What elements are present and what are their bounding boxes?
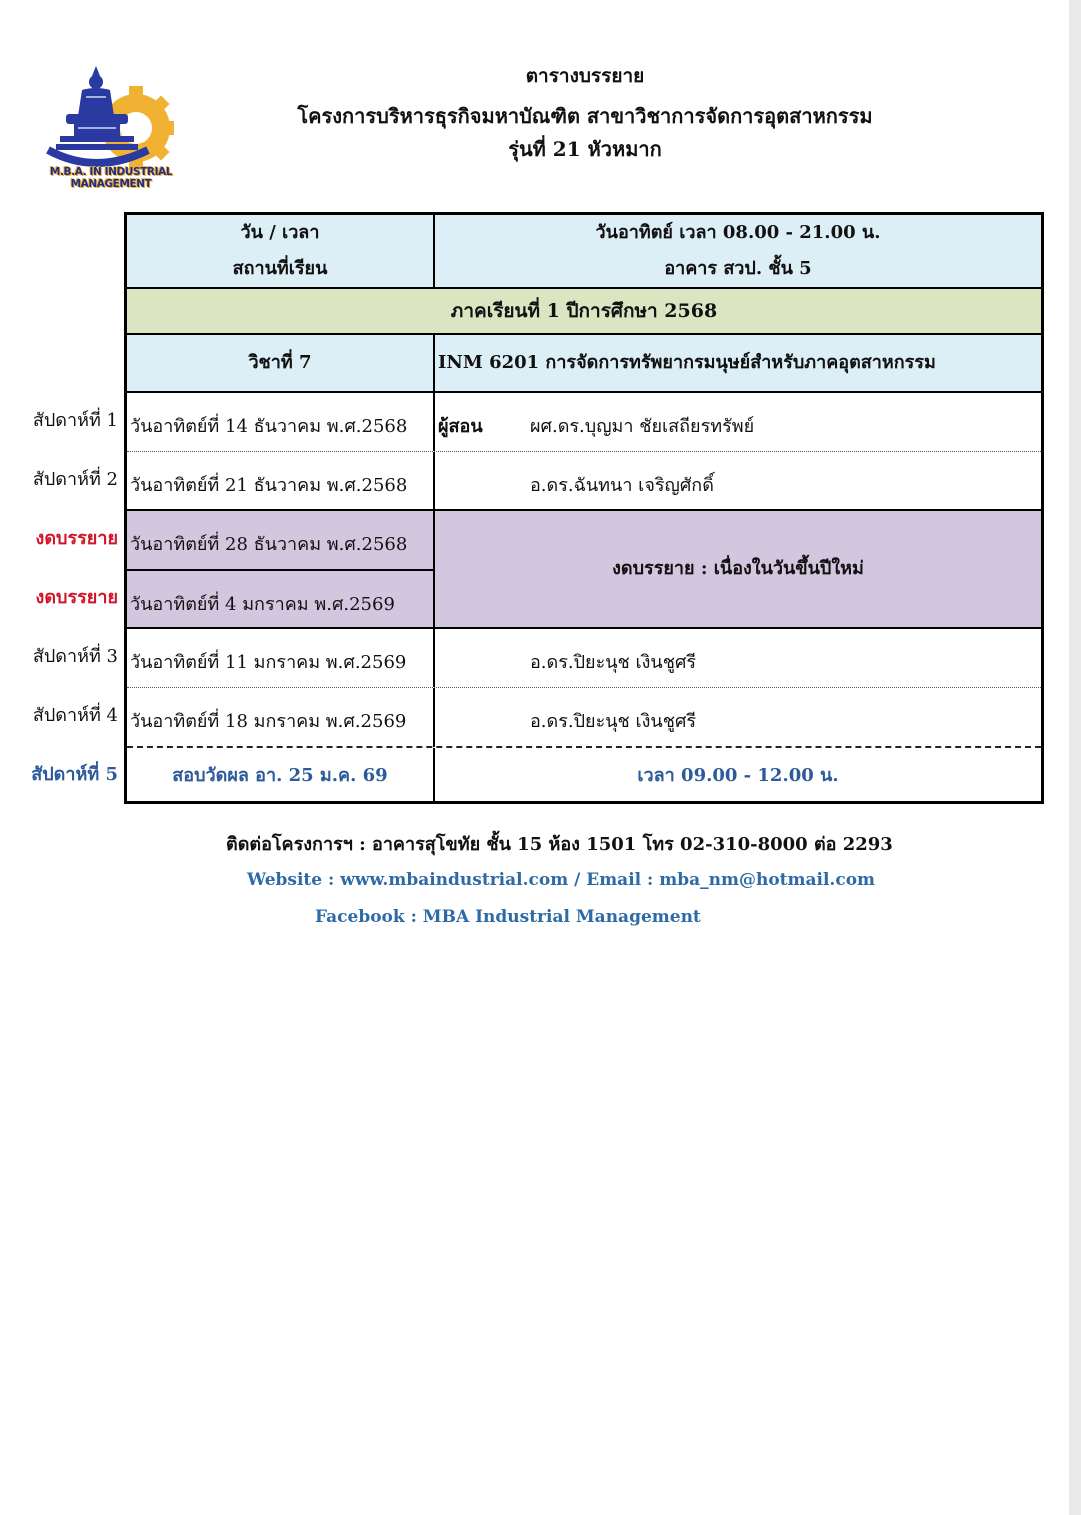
week-label: สัปดาห์ที่ 4	[32, 705, 118, 726]
header-right-line1: วันอาทิตย์ เวลา 08.00 - 21.00 น.	[595, 222, 881, 243]
table-row	[127, 452, 1041, 511]
header-left-line1: วัน / เวลา	[240, 222, 320, 243]
facebook-link[interactable]: Facebook : MBA Industrial Management	[315, 907, 701, 927]
instructor-label: ผู้สอน	[438, 416, 483, 437]
header-right-cell	[435, 215, 1041, 287]
week-label-holiday: งดบรรยาย	[35, 587, 118, 608]
exam-time: เวลา 09.00 - 12.00 น.	[637, 765, 839, 786]
header-left-cell	[127, 215, 435, 287]
logo-text: M.B.A. IN INDUSTRIAL MANAGEMENT	[49, 166, 173, 190]
lecture-date: วันอาทิตย์ที่ 14 ธันวาคม พ.ศ.2568	[130, 416, 408, 437]
week-label: สัปดาห์ที่ 1	[32, 410, 118, 431]
subject-label-cell	[127, 335, 435, 391]
header-right-line2: อาคาร สวป. ชั้น 5	[664, 258, 812, 279]
logo-emblem-icon	[26, 58, 196, 173]
term-text: ภาคเรียนที่ 1 ปีการศึกษา 2568	[450, 300, 718, 322]
cohort-title: รุ่นที่ 21 หัวหมาก	[508, 137, 662, 161]
header-left-line2: สถานที่เรียน	[232, 258, 328, 279]
exam-date: สอบวัดผล อา. 25 ม.ค. 69	[172, 765, 388, 786]
holiday-date: วันอาทิตย์ที่ 4 มกราคม พ.ศ.2569	[130, 594, 395, 615]
week-label: สัปดาห์ที่ 3	[32, 646, 118, 667]
holiday-date: วันอาทิตย์ที่ 28 ธันวาคม พ.ศ.2568	[130, 534, 408, 555]
subject-name: INM 6201 การจัดการทรัพยากรมนุษย์สำหรับภาคอุตสาหกรรม	[438, 352, 936, 373]
schedule-table	[124, 212, 1044, 804]
lecture-date: วันอาทิตย์ที่ 11 มกราคม พ.ศ.2569	[130, 652, 407, 673]
week-label-exam: สัปดาห์ที่ 5	[31, 764, 118, 785]
holiday-note: งดบรรยาย : เนื่องในวันขึ้นปีใหม่	[612, 558, 864, 579]
subject-name-cell	[435, 335, 1041, 391]
instructor-name: อ.ดร.ปิยะนุช เงินชูศรี	[530, 711, 697, 732]
document-header	[250, 62, 920, 164]
instructor-name: ผศ.ดร.บุญมา ชัยเสถียรทรัพย์	[530, 416, 755, 437]
table-row	[127, 393, 1041, 452]
instructor-name: อ.ดร.ฉันทนา เจริญศักดิ์	[530, 475, 714, 496]
page-title: ตารางบรรยาย	[525, 65, 645, 87]
instructor-name: อ.ดร.ปิยะนุช เงินชูศรี	[530, 652, 697, 673]
subject-label: วิชาที่ 7	[248, 352, 312, 373]
lecture-date: วันอาทิตย์ที่ 21 ธันวาคม พ.ศ.2568	[130, 475, 408, 496]
exam-row	[127, 748, 1041, 804]
table-row	[127, 688, 1041, 747]
program-title: โครงการบริหารธุรกิจมหาบัณฑิต สาขาวิชาการจัดการอุตสาหกรรม	[297, 104, 873, 128]
table-header-row	[127, 215, 1041, 289]
holiday-block	[127, 511, 1041, 629]
table-row	[127, 629, 1041, 688]
mba-logo	[26, 58, 196, 188]
website-email[interactable]: Website : www.mbaindustrial.com / Email : mba_nm@hotmail.com	[247, 870, 876, 890]
week-label-holiday: งดบรรยาย	[35, 528, 118, 549]
page-edge	[1069, 0, 1081, 1515]
week-label: สัปดาห์ที่ 2	[32, 469, 118, 490]
holiday-note-cell	[435, 511, 1041, 627]
subject-row	[127, 335, 1041, 393]
contact-info: ติดต่อโครงการฯ : อาคารสุโขทัย ชั้น 15 ห้อง 1501 โทร 02-310-8000 ต่อ 2293	[226, 834, 893, 855]
lecture-date: วันอาทิตย์ที่ 18 มกราคม พ.ศ.2569	[130, 711, 407, 732]
term-row	[127, 289, 1041, 335]
